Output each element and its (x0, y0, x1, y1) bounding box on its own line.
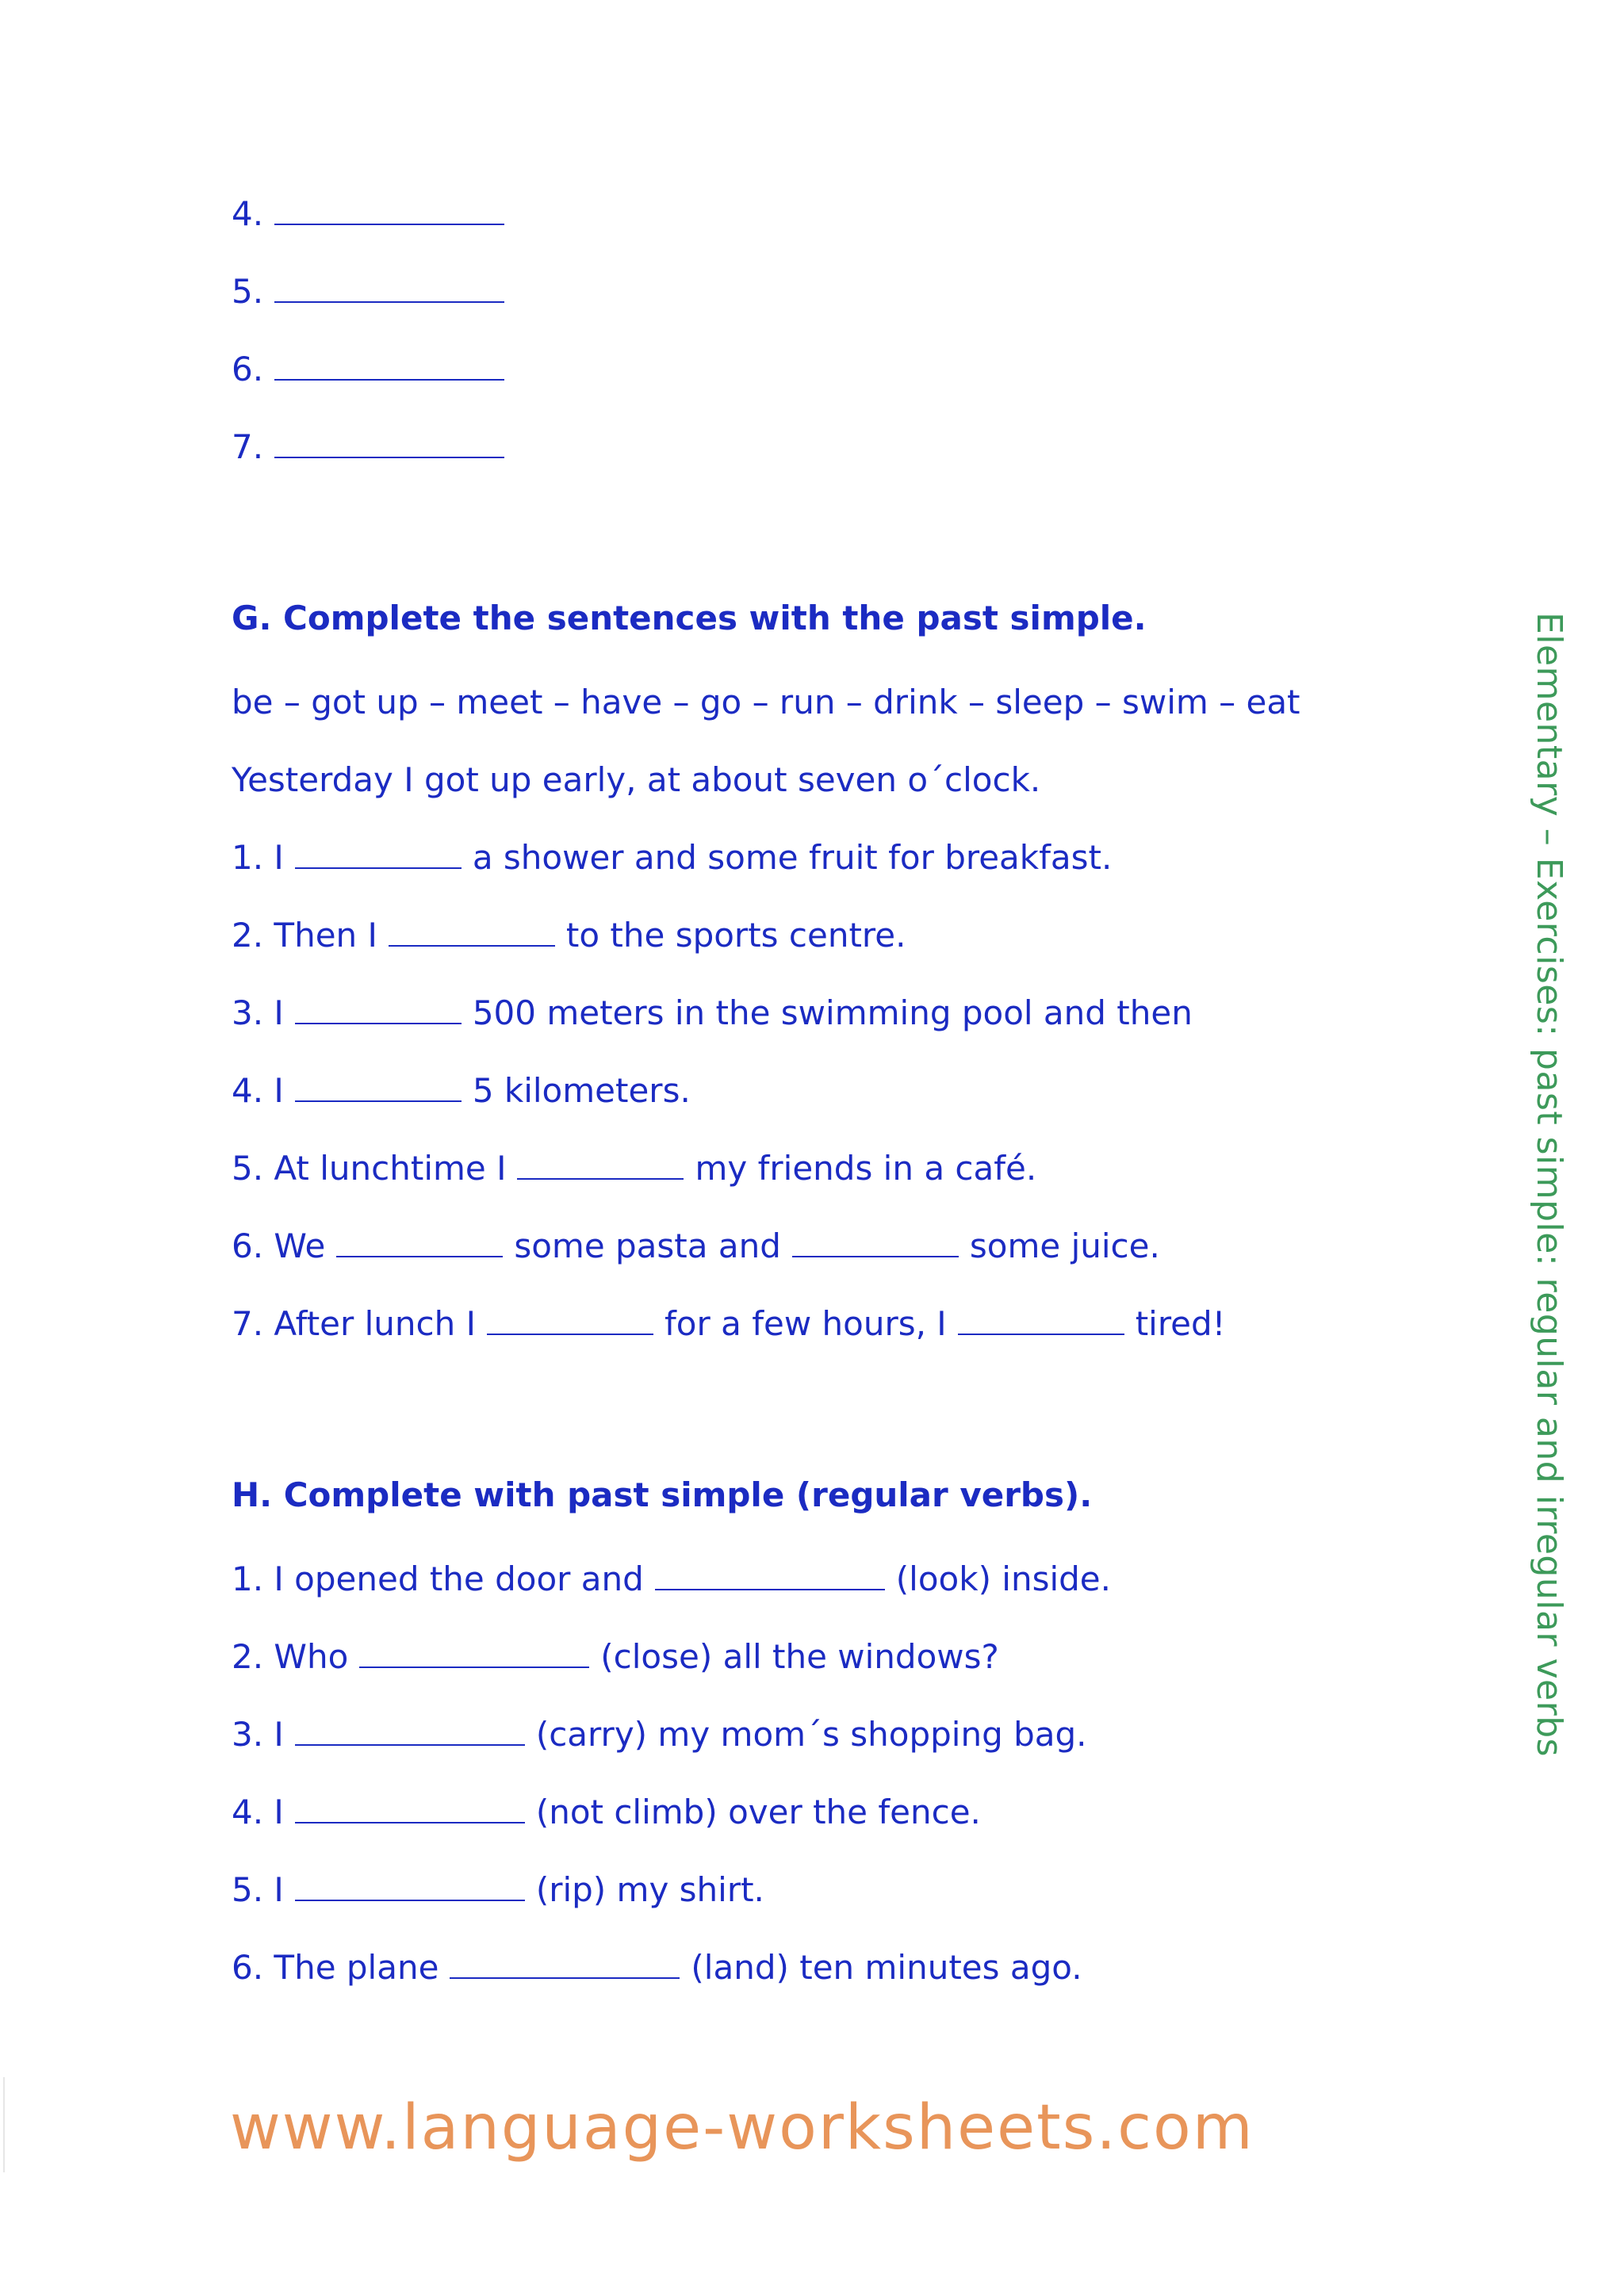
item-suffix: my friends in a café. (695, 1149, 1037, 1188)
exercise-h-item-2 (232, 1635, 999, 1679)
item-suffix: 500 meters in the swimming pool and then (472, 993, 1193, 1032)
item-middle: for a few hours, I (665, 1304, 947, 1343)
word-bank: be – got up – meet – have – go – run – drink – sleep – swim – eat (232, 683, 1300, 721)
answer-blank[interactable] (295, 1069, 462, 1102)
exercise-g-item-5 (232, 1146, 1036, 1191)
item-suffix: (not climb) over the fence. (535, 1793, 981, 1831)
item-suffix: (rip) my shirt. (535, 1870, 764, 1909)
item-suffix: a shower and some fruit for breakfast. (472, 838, 1113, 877)
exercise-g-item-4 (232, 1069, 691, 1113)
item-suffix: some juice. (969, 1226, 1160, 1265)
item-suffix: tired! (1135, 1304, 1226, 1343)
exercise-h-item-6 (232, 1946, 1082, 1990)
exercise-h-item-4 (232, 1790, 981, 1835)
item-prefix: 3. I (232, 993, 284, 1032)
item-middle: some pasta and (514, 1226, 781, 1265)
exercise-g-item-6 (232, 1224, 1160, 1269)
answer-blank[interactable] (274, 425, 504, 458)
item-prefix: 1. I (232, 838, 284, 877)
item-prefix: 5. At lunchtime I (232, 1149, 507, 1188)
answer-line-6 (232, 347, 504, 392)
item-prefix: 4. I (232, 1071, 284, 1110)
answer-blank[interactable] (274, 347, 504, 381)
item-suffix: 5 kilometers. (472, 1071, 691, 1110)
item-suffix: to the sports centre. (565, 916, 906, 955)
item-prefix: 2. Then I (232, 916, 377, 955)
answer-blank[interactable] (359, 1635, 589, 1668)
answer-blank[interactable] (655, 1557, 885, 1590)
exercise-g-item-7 (232, 1302, 1226, 1346)
answer-blank[interactable] (295, 1790, 525, 1823)
item-prefix: 4. I (232, 1793, 284, 1831)
item-prefix: 2. Who (232, 1637, 349, 1676)
answer-blank[interactable] (274, 270, 504, 303)
answer-number: 4. (232, 194, 264, 233)
section-h-title: H. Complete with past simple (regular verbs). (232, 1475, 1093, 1514)
answer-blank[interactable] (336, 1224, 503, 1257)
answer-blank[interactable] (389, 913, 555, 947)
answer-blank[interactable] (958, 1302, 1124, 1335)
exercise-h-item-3 (232, 1712, 1087, 1757)
item-prefix: 6. We (232, 1226, 326, 1265)
item-prefix: 7. After lunch I (232, 1304, 476, 1343)
item-suffix: (land) ten minutes ago. (691, 1948, 1082, 1987)
answer-number: 6. (232, 350, 264, 388)
item-suffix: (look) inside. (895, 1559, 1111, 1598)
answer-line-7 (232, 425, 504, 469)
answer-blank[interactable] (487, 1302, 653, 1335)
exercise-h-item-5 (232, 1868, 764, 1912)
answer-blank[interactable] (295, 1868, 525, 1901)
exercise-g-item-2 (232, 913, 906, 958)
item-suffix: (carry) my mom´s shopping bag. (535, 1715, 1087, 1754)
answer-blank[interactable] (295, 836, 462, 869)
exercise-g-item-3 (232, 991, 1193, 1035)
item-prefix: 3. I (232, 1715, 284, 1754)
answer-blank[interactable] (450, 1946, 680, 1979)
answer-number: 5. (232, 272, 264, 311)
answer-number: 7. (232, 427, 264, 466)
item-suffix: (close) all the windows? (600, 1637, 999, 1676)
answer-blank[interactable] (792, 1224, 959, 1257)
exercise-g-item-1 (232, 836, 1112, 880)
website-url[interactable]: www.language-worksheets.com (230, 2092, 1254, 2164)
section-g-title: G. Complete the sentences with the past simple. (232, 599, 1147, 637)
scan-edge-divider (3, 2077, 5, 2172)
item-prefix: 5. I (232, 1870, 284, 1909)
answer-blank[interactable] (517, 1146, 684, 1180)
example-sentence: Yesterday I got up early, at about seven o´clock. (232, 760, 1041, 799)
answer-blank[interactable] (295, 991, 462, 1024)
side-title: Elementary – Exercises: past simple: regular and irregular verbs (1529, 612, 1569, 1758)
item-prefix: 6. The plane (232, 1948, 439, 1987)
exercise-h-item-1 (232, 1557, 1111, 1601)
answer-blank[interactable] (274, 192, 504, 225)
answer-line-5 (232, 270, 504, 314)
item-prefix: 1. I opened the door and (232, 1559, 644, 1598)
answer-blank[interactable] (295, 1712, 525, 1746)
answer-line-4 (232, 192, 504, 236)
